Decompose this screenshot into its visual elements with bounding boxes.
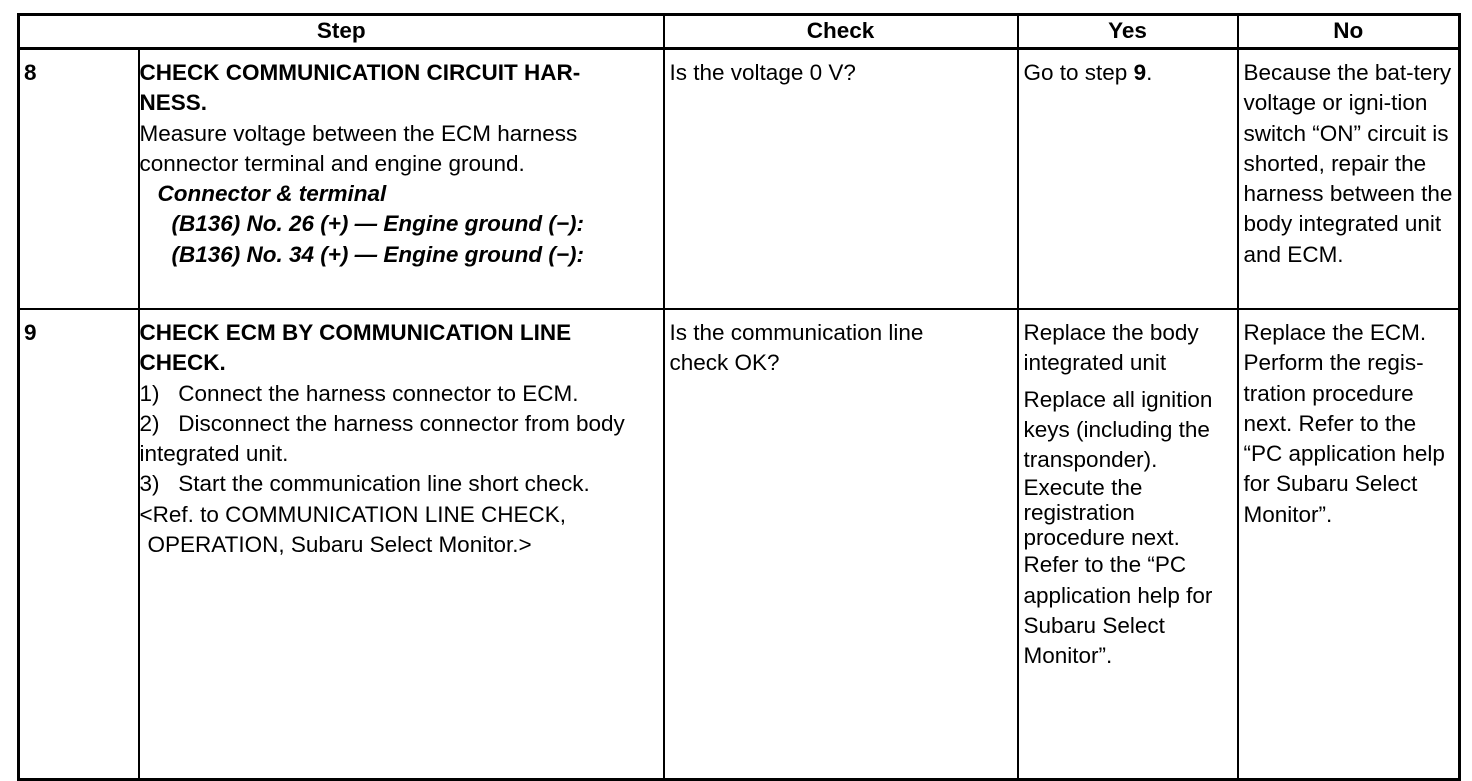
- step-9-reference-2: OPERATION, Subaru Select Monitor.>: [147, 532, 532, 558]
- terminal-26: (B136) No. 26 (+) — Engine ground (−):: [171, 211, 585, 237]
- step-9-content: [139, 309, 664, 780]
- step-9-title: CHECK ECM BY COMMUNICATION LINE CHECK.: [139, 320, 572, 376]
- yes-8-prefix: Go to step: [1023, 60, 1134, 85]
- no-8: Because the bat-tery voltage or igni-tion switch “ON” circuit is shorted, repair the harness between the body integrated unit and ECM.: [1238, 49, 1460, 310]
- yes-8: [1018, 49, 1238, 310]
- step-8-title: CHECK COMMUNICATION CIRCUIT HAR-NESS.: [139, 60, 581, 116]
- yes-9-line-4: Refer to the “PC application help for Subaru Select Monitor”.: [1023, 552, 1213, 669]
- yes-9-line-1: Replace the body integrated unit: [1023, 320, 1199, 376]
- table-row: [19, 309, 1460, 780]
- yes-8-suffix: .: [1146, 60, 1153, 85]
- step-9-substep-2: 2) Disconnect the harness connector from body integrated unit.: [139, 410, 632, 467]
- step-8-content: [139, 49, 664, 310]
- header-no: No: [1238, 15, 1460, 49]
- header-step: Step: [19, 15, 664, 49]
- yes-9-line-2: Replace all ignition keys (including the transponder).: [1023, 386, 1213, 473]
- step-9-substep-3: 3) Start the communication line short check.: [139, 471, 590, 497]
- step-8-instruction-2: connector terminal and engine ground.: [139, 150, 525, 176]
- yes-8-step-link: 9: [1133, 60, 1147, 85]
- step-9-reference-1: <Ref. to COMMUNICATION LINE CHECK,: [139, 501, 567, 527]
- header-check: Check: [664, 15, 1018, 49]
- no-9: Replace the ECM. Perform the regis-tration procedure next. Refer to the “PC application help for Subaru Select Monitor”.: [1238, 309, 1460, 780]
- terminal-34: (B136) No. 34 (+) — Engine ground (−):: [171, 241, 585, 267]
- step-8-instruction-1: Measure voltage between the ECM harness: [139, 120, 578, 146]
- yes-9: [1018, 309, 1238, 780]
- yes-9-line-3: Execute the registration procedure next.: [1023, 475, 1180, 551]
- table-row: [19, 49, 1460, 310]
- table-header-row: [19, 15, 1460, 49]
- diagnostic-procedure-table: [17, 13, 1461, 781]
- header-yes: Yes: [1018, 15, 1238, 49]
- step-9-substep-1: 1) Connect the harness connector to ECM.: [139, 380, 579, 406]
- check-9: Is the communication line check OK?: [664, 309, 1018, 780]
- connector-heading: Connector & terminal: [157, 181, 387, 207]
- check-8: Is the voltage 0 V?: [664, 49, 1018, 310]
- step-number-8: 8: [19, 49, 139, 310]
- step-number-9: 9: [19, 309, 139, 780]
